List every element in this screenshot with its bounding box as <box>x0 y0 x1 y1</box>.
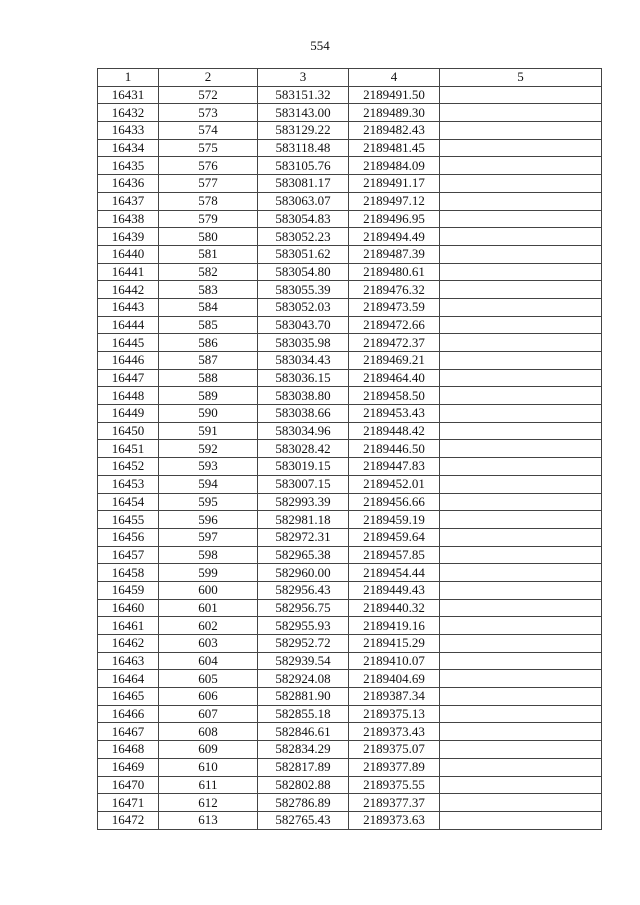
y-coordinate-cell: 2189419.16 <box>349 617 440 635</box>
vertex-number-cell: 598 <box>159 546 258 564</box>
y-coordinate-cell: 2189472.37 <box>349 334 440 352</box>
y-coordinate-cell: 2189373.43 <box>349 723 440 741</box>
x-coordinate-cell: 583019.15 <box>258 458 349 476</box>
table-row <box>98 794 602 812</box>
x-coordinate-cell: 582924.08 <box>258 670 349 688</box>
point-id-cell: 16450 <box>98 422 159 440</box>
vertex-number-cell: 599 <box>159 564 258 582</box>
x-coordinate-cell: 583151.32 <box>258 86 349 104</box>
note-cell <box>440 387 602 405</box>
table-row <box>98 352 602 370</box>
table-row <box>98 511 602 529</box>
point-id-cell: 16441 <box>98 263 159 281</box>
table-row <box>98 228 602 246</box>
note-cell <box>440 104 602 122</box>
point-id-cell: 16435 <box>98 157 159 175</box>
table-row <box>98 175 602 193</box>
table-row <box>98 723 602 741</box>
vertex-number-cell: 585 <box>159 316 258 334</box>
x-coordinate-cell: 582960.00 <box>258 564 349 582</box>
vertex-number-cell: 601 <box>159 599 258 617</box>
y-coordinate-cell: 2189452.01 <box>349 475 440 493</box>
note-cell <box>440 228 602 246</box>
x-coordinate-cell: 583034.43 <box>258 352 349 370</box>
y-coordinate-cell: 2189404.69 <box>349 670 440 688</box>
y-coordinate-cell: 2189476.32 <box>349 281 440 299</box>
vertex-number-cell: 591 <box>159 422 258 440</box>
point-id-cell: 16440 <box>98 245 159 263</box>
vertex-number-cell: 600 <box>159 581 258 599</box>
table-row <box>98 440 602 458</box>
x-coordinate-cell: 583038.66 <box>258 405 349 423</box>
y-coordinate-cell: 2189453.43 <box>349 405 440 423</box>
y-coordinate-cell: 2189377.89 <box>349 758 440 776</box>
point-id-cell: 16444 <box>98 316 159 334</box>
note-cell <box>440 440 602 458</box>
y-coordinate-cell: 2189449.43 <box>349 581 440 599</box>
column-header-2: 2 <box>159 69 258 87</box>
vertex-number-cell: 595 <box>159 493 258 511</box>
x-coordinate-cell: 582817.89 <box>258 758 349 776</box>
x-coordinate-cell: 583051.62 <box>258 245 349 263</box>
point-id-cell: 16438 <box>98 210 159 228</box>
x-coordinate-cell: 583028.42 <box>258 440 349 458</box>
vertex-number-cell: 589 <box>159 387 258 405</box>
vertex-number-cell: 602 <box>159 617 258 635</box>
table-body <box>98 86 602 829</box>
note-cell <box>440 458 602 476</box>
point-id-cell: 16462 <box>98 635 159 653</box>
y-coordinate-cell: 2189440.32 <box>349 599 440 617</box>
x-coordinate-cell: 582952.72 <box>258 635 349 653</box>
y-coordinate-cell: 2189377.37 <box>349 794 440 812</box>
y-coordinate-cell: 2189484.09 <box>349 157 440 175</box>
table-row <box>98 210 602 228</box>
y-coordinate-cell: 2189487.39 <box>349 245 440 263</box>
x-coordinate-cell: 582834.29 <box>258 741 349 759</box>
table-row <box>98 741 602 759</box>
vertex-number-cell: 594 <box>159 475 258 493</box>
vertex-number-cell: 605 <box>159 670 258 688</box>
x-coordinate-cell: 582955.93 <box>258 617 349 635</box>
vertex-number-cell: 586 <box>159 334 258 352</box>
y-coordinate-cell: 2189497.12 <box>349 192 440 210</box>
y-coordinate-cell: 2189480.61 <box>349 263 440 281</box>
note-cell <box>440 210 602 228</box>
vertex-number-cell: 576 <box>159 157 258 175</box>
x-coordinate-cell: 583034.96 <box>258 422 349 440</box>
y-coordinate-cell: 2189448.42 <box>349 422 440 440</box>
note-cell <box>440 157 602 175</box>
note-cell <box>440 493 602 511</box>
y-coordinate-cell: 2189387.34 <box>349 688 440 706</box>
y-coordinate-cell: 2189458.50 <box>349 387 440 405</box>
note-cell <box>440 705 602 723</box>
y-coordinate-cell: 2189446.50 <box>349 440 440 458</box>
vertex-number-cell: 597 <box>159 528 258 546</box>
column-header-5: 5 <box>440 69 602 87</box>
x-coordinate-cell: 583118.48 <box>258 139 349 157</box>
note-cell <box>440 794 602 812</box>
x-coordinate-cell: 582972.31 <box>258 528 349 546</box>
point-id-cell: 16447 <box>98 369 159 387</box>
y-coordinate-cell: 2189464.40 <box>349 369 440 387</box>
y-coordinate-cell: 2189459.64 <box>349 528 440 546</box>
table-row <box>98 670 602 688</box>
table-row <box>98 705 602 723</box>
x-coordinate-cell: 582965.38 <box>258 546 349 564</box>
note-cell <box>440 617 602 635</box>
y-coordinate-cell: 2189375.13 <box>349 705 440 723</box>
vertex-number-cell: 607 <box>159 705 258 723</box>
vertex-number-cell: 604 <box>159 652 258 670</box>
y-coordinate-cell: 2189410.07 <box>349 652 440 670</box>
note-cell <box>440 776 602 794</box>
point-id-cell: 16466 <box>98 705 159 723</box>
x-coordinate-cell: 583143.00 <box>258 104 349 122</box>
point-id-cell: 16451 <box>98 440 159 458</box>
point-id-cell: 16445 <box>98 334 159 352</box>
y-coordinate-cell: 2189491.17 <box>349 175 440 193</box>
point-id-cell: 16458 <box>98 564 159 582</box>
point-id-cell: 16465 <box>98 688 159 706</box>
y-coordinate-cell: 2189481.45 <box>349 139 440 157</box>
note-cell <box>440 741 602 759</box>
point-id-cell: 16470 <box>98 776 159 794</box>
note-cell <box>440 723 602 741</box>
x-coordinate-cell: 583054.83 <box>258 210 349 228</box>
point-id-cell: 16454 <box>98 493 159 511</box>
y-coordinate-cell: 2189473.59 <box>349 298 440 316</box>
table-row <box>98 192 602 210</box>
note-cell <box>440 352 602 370</box>
column-header-3: 3 <box>258 69 349 87</box>
y-coordinate-cell: 2189496.95 <box>349 210 440 228</box>
table-row <box>98 617 602 635</box>
table-row <box>98 546 602 564</box>
x-coordinate-cell: 582786.89 <box>258 794 349 812</box>
note-cell <box>440 316 602 334</box>
point-id-cell: 16436 <box>98 175 159 193</box>
table-row <box>98 528 602 546</box>
vertex-number-cell: 610 <box>159 758 258 776</box>
table-row <box>98 122 602 140</box>
point-id-cell: 16459 <box>98 581 159 599</box>
point-id-cell: 16461 <box>98 617 159 635</box>
point-id-cell: 16457 <box>98 546 159 564</box>
vertex-number-cell: 582 <box>159 263 258 281</box>
vertex-number-cell: 577 <box>159 175 258 193</box>
table-row <box>98 688 602 706</box>
table-row <box>98 298 602 316</box>
x-coordinate-cell: 583052.23 <box>258 228 349 246</box>
table-row <box>98 458 602 476</box>
column-header-1: 1 <box>98 69 159 87</box>
point-id-cell: 16437 <box>98 192 159 210</box>
table-row <box>98 281 602 299</box>
y-coordinate-cell: 2189454.44 <box>349 564 440 582</box>
table-row <box>98 86 602 104</box>
table-header-row <box>98 69 602 87</box>
point-id-cell: 16471 <box>98 794 159 812</box>
table-row <box>98 758 602 776</box>
table-row <box>98 139 602 157</box>
vertex-number-cell: 603 <box>159 635 258 653</box>
point-id-cell: 16453 <box>98 475 159 493</box>
note-cell <box>440 811 602 829</box>
y-coordinate-cell: 2189469.21 <box>349 352 440 370</box>
note-cell <box>440 86 602 104</box>
y-coordinate-cell: 2189415.29 <box>349 635 440 653</box>
table-row <box>98 599 602 617</box>
vertex-number-cell: 578 <box>159 192 258 210</box>
y-coordinate-cell: 2189457.85 <box>349 546 440 564</box>
x-coordinate-cell: 582981.18 <box>258 511 349 529</box>
point-id-cell: 16455 <box>98 511 159 529</box>
vertex-number-cell: 574 <box>159 122 258 140</box>
note-cell <box>440 475 602 493</box>
vertex-number-cell: 583 <box>159 281 258 299</box>
x-coordinate-cell: 582765.43 <box>258 811 349 829</box>
note-cell <box>440 422 602 440</box>
table-row <box>98 475 602 493</box>
coordinates-table <box>97 68 602 830</box>
vertex-number-cell: 609 <box>159 741 258 759</box>
x-coordinate-cell: 583081.17 <box>258 175 349 193</box>
point-id-cell: 16431 <box>98 86 159 104</box>
y-coordinate-cell: 2189482.43 <box>349 122 440 140</box>
table-row <box>98 157 602 175</box>
note-cell <box>440 511 602 529</box>
table-row <box>98 652 602 670</box>
x-coordinate-cell: 583043.70 <box>258 316 349 334</box>
table-row <box>98 422 602 440</box>
table-row <box>98 776 602 794</box>
table-row <box>98 369 602 387</box>
vertex-number-cell: 584 <box>159 298 258 316</box>
point-id-cell: 16464 <box>98 670 159 688</box>
point-id-cell: 16432 <box>98 104 159 122</box>
note-cell <box>440 652 602 670</box>
table-row <box>98 316 602 334</box>
point-id-cell: 16472 <box>98 811 159 829</box>
note-cell <box>440 192 602 210</box>
point-id-cell: 16456 <box>98 528 159 546</box>
vertex-number-cell: 596 <box>159 511 258 529</box>
y-coordinate-cell: 2189489.30 <box>349 104 440 122</box>
vertex-number-cell: 587 <box>159 352 258 370</box>
note-cell <box>440 139 602 157</box>
note-cell <box>440 758 602 776</box>
point-id-cell: 16452 <box>98 458 159 476</box>
vertex-number-cell: 593 <box>159 458 258 476</box>
vertex-number-cell: 590 <box>159 405 258 423</box>
table-row <box>98 564 602 582</box>
note-cell <box>440 334 602 352</box>
x-coordinate-cell: 583105.76 <box>258 157 349 175</box>
x-coordinate-cell: 583052.03 <box>258 298 349 316</box>
note-cell <box>440 122 602 140</box>
x-coordinate-cell: 583035.98 <box>258 334 349 352</box>
column-header-4: 4 <box>349 69 440 87</box>
x-coordinate-cell: 582802.88 <box>258 776 349 794</box>
point-id-cell: 16463 <box>98 652 159 670</box>
y-coordinate-cell: 2189459.19 <box>349 511 440 529</box>
note-cell <box>440 175 602 193</box>
point-id-cell: 16439 <box>98 228 159 246</box>
table-row <box>98 387 602 405</box>
vertex-number-cell: 573 <box>159 104 258 122</box>
note-cell <box>440 546 602 564</box>
x-coordinate-cell: 583063.07 <box>258 192 349 210</box>
table-row <box>98 635 602 653</box>
vertex-number-cell: 608 <box>159 723 258 741</box>
point-id-cell: 16467 <box>98 723 159 741</box>
y-coordinate-cell: 2189447.83 <box>349 458 440 476</box>
x-coordinate-cell: 582846.61 <box>258 723 349 741</box>
vertex-number-cell: 588 <box>159 369 258 387</box>
vertex-number-cell: 611 <box>159 776 258 794</box>
table-row <box>98 104 602 122</box>
table-row <box>98 581 602 599</box>
vertex-number-cell: 612 <box>159 794 258 812</box>
note-cell <box>440 688 602 706</box>
note-cell <box>440 528 602 546</box>
vertex-number-cell: 592 <box>159 440 258 458</box>
vertex-number-cell: 581 <box>159 245 258 263</box>
point-id-cell: 16448 <box>98 387 159 405</box>
note-cell <box>440 635 602 653</box>
x-coordinate-cell: 583007.15 <box>258 475 349 493</box>
x-coordinate-cell: 583038.80 <box>258 387 349 405</box>
point-id-cell: 16434 <box>98 139 159 157</box>
note-cell <box>440 263 602 281</box>
x-coordinate-cell: 583129.22 <box>258 122 349 140</box>
table-row <box>98 245 602 263</box>
x-coordinate-cell: 583055.39 <box>258 281 349 299</box>
x-coordinate-cell: 582855.18 <box>258 705 349 723</box>
table-row <box>98 811 602 829</box>
vertex-number-cell: 572 <box>159 86 258 104</box>
page-number: 554 <box>310 38 330 53</box>
note-cell <box>440 670 602 688</box>
vertex-number-cell: 613 <box>159 811 258 829</box>
point-id-cell: 16468 <box>98 741 159 759</box>
point-id-cell: 16443 <box>98 298 159 316</box>
note-cell <box>440 298 602 316</box>
point-id-cell: 16446 <box>98 352 159 370</box>
x-coordinate-cell: 582956.75 <box>258 599 349 617</box>
point-id-cell: 16433 <box>98 122 159 140</box>
table-row <box>98 263 602 281</box>
table-row <box>98 334 602 352</box>
y-coordinate-cell: 2189456.66 <box>349 493 440 511</box>
note-cell <box>440 369 602 387</box>
note-cell <box>440 581 602 599</box>
note-cell <box>440 405 602 423</box>
y-coordinate-cell: 2189375.07 <box>349 741 440 759</box>
x-coordinate-cell: 582881.90 <box>258 688 349 706</box>
x-coordinate-cell: 582956.43 <box>258 581 349 599</box>
vertex-number-cell: 606 <box>159 688 258 706</box>
point-id-cell: 16460 <box>98 599 159 617</box>
note-cell <box>440 245 602 263</box>
y-coordinate-cell: 2189373.63 <box>349 811 440 829</box>
note-cell <box>440 281 602 299</box>
y-coordinate-cell: 2189375.55 <box>349 776 440 794</box>
y-coordinate-cell: 2189472.66 <box>349 316 440 334</box>
x-coordinate-cell: 582939.54 <box>258 652 349 670</box>
y-coordinate-cell: 2189491.50 <box>349 86 440 104</box>
table-row <box>98 405 602 423</box>
note-cell <box>440 564 602 582</box>
point-id-cell: 16449 <box>98 405 159 423</box>
x-coordinate-cell: 583054.80 <box>258 263 349 281</box>
y-coordinate-cell: 2189494.49 <box>349 228 440 246</box>
point-id-cell: 16442 <box>98 281 159 299</box>
x-coordinate-cell: 582993.39 <box>258 493 349 511</box>
vertex-number-cell: 579 <box>159 210 258 228</box>
vertex-number-cell: 580 <box>159 228 258 246</box>
point-id-cell: 16469 <box>98 758 159 776</box>
table-row <box>98 493 602 511</box>
note-cell <box>440 599 602 617</box>
x-coordinate-cell: 583036.15 <box>258 369 349 387</box>
vertex-number-cell: 575 <box>159 139 258 157</box>
